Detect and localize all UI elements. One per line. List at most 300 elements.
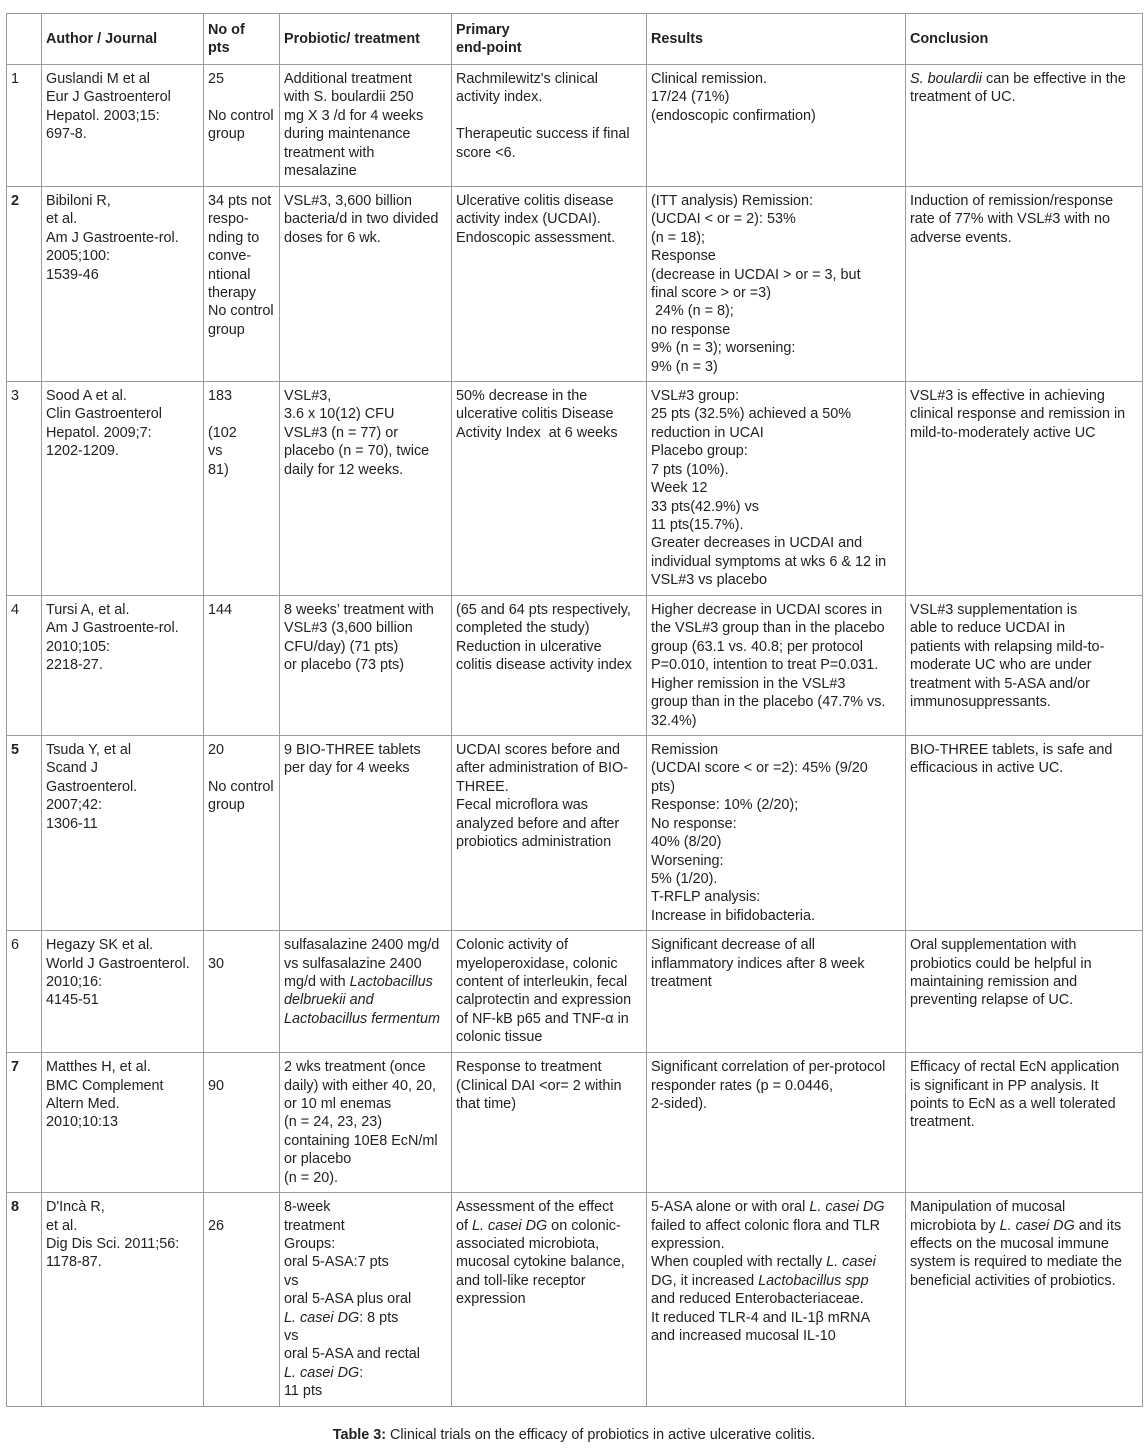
cell-line xyxy=(651,1077,902,1095)
cell-text: 9% (n = 3); worsening: xyxy=(651,340,796,357)
cell-line xyxy=(910,88,1139,106)
table-body xyxy=(7,65,1143,1407)
cell-line xyxy=(910,619,1139,637)
cell-text: 1202-1209. xyxy=(46,443,119,460)
cell-line xyxy=(651,387,902,405)
cell-line xyxy=(456,778,643,796)
cell-line xyxy=(651,424,902,442)
cell-text: T-RFLP analysis: xyxy=(651,889,761,906)
cell-line xyxy=(651,107,902,125)
cell-text: 17/24 (71%) xyxy=(651,89,730,106)
primary-end-point-cell xyxy=(452,1053,647,1193)
cell-line xyxy=(456,936,643,954)
cell-text: 2-sided). xyxy=(651,1095,707,1112)
cell-text: (102 xyxy=(208,424,237,441)
cell-line xyxy=(208,387,276,405)
author-journal-header xyxy=(42,14,204,65)
cell-text: Tsuda Y, et al xyxy=(46,742,132,759)
primary-end-point-cell xyxy=(452,736,647,931)
cell-text: points to EcN as a well tolerated xyxy=(910,1095,1116,1112)
cell-text: D'Incà R, xyxy=(46,1199,105,1216)
results-cell xyxy=(647,596,906,736)
cell-line xyxy=(284,405,448,423)
cell-text: content of interleukin, fecal xyxy=(456,973,628,990)
cell-text: conve- xyxy=(208,248,252,265)
cell-line xyxy=(46,1113,200,1131)
cell-text: myeloperoxidase, colonic xyxy=(456,955,618,972)
header-line: Results xyxy=(651,30,703,47)
cell-text: 25 pts (32.5%) achieved a 50% xyxy=(651,406,851,423)
cell-text: group xyxy=(208,321,245,338)
author-journal-cell xyxy=(42,382,204,596)
cell-text: of xyxy=(456,1217,472,1234)
cell-text: 144 xyxy=(208,602,233,619)
cell-line xyxy=(208,210,276,228)
cell-text: Scand J xyxy=(46,760,98,777)
results-cell xyxy=(647,1053,906,1193)
cell-text: the VSL#3 group than in the placebo xyxy=(651,620,885,637)
cell-line xyxy=(284,1150,448,1168)
cell-text: 34 pts not xyxy=(208,193,272,209)
row-number-cell: 8 xyxy=(7,1193,42,1407)
header-line: No of xyxy=(208,21,245,38)
author-journal-cell xyxy=(42,596,204,736)
header-line: Conclusion xyxy=(910,30,989,47)
cell-line xyxy=(208,284,276,302)
cell-line xyxy=(284,1132,448,1150)
cell-line xyxy=(910,192,1139,210)
cell-line xyxy=(651,88,902,106)
cell-line xyxy=(910,70,1139,88)
cell-text: 20 xyxy=(208,742,225,759)
cell-line xyxy=(651,461,902,479)
cell-line xyxy=(910,1253,1139,1271)
cell-line xyxy=(456,741,643,759)
cell-text: 8-week xyxy=(284,1199,331,1216)
cell-text: Hepatol. 2003;15: xyxy=(46,107,160,124)
cell-text: 2218-27. xyxy=(46,657,103,674)
cell-text: Therapeutic success if final xyxy=(456,126,630,143)
conclusion-cell xyxy=(906,187,1143,382)
cell-line xyxy=(910,387,1139,405)
cell-text: calprotectin and expression xyxy=(456,992,632,1009)
table-row xyxy=(7,596,1143,736)
probiotic-treatment-cell xyxy=(280,1053,452,1193)
cell-text: maintaining remission and xyxy=(910,973,1078,990)
cell-line xyxy=(284,1113,448,1131)
cell-text: Groups: xyxy=(284,1235,336,1252)
cell-line xyxy=(208,1198,276,1216)
cell-line xyxy=(208,1077,276,1095)
cell-line xyxy=(456,144,643,162)
cell-text: (n = 24, 23, 23) xyxy=(284,1114,383,1131)
cell-line xyxy=(651,778,902,796)
cell-line xyxy=(284,424,448,442)
cell-line xyxy=(284,638,448,656)
cell-line xyxy=(284,991,448,1009)
cell-line xyxy=(284,1169,448,1187)
cell-text: mg/d with xyxy=(284,973,350,990)
no-of-pts-cell xyxy=(204,1193,280,1407)
cell-line xyxy=(910,229,1139,247)
header-line: Probiotic/ treatment xyxy=(284,30,420,47)
cell-text: 2 wks treatment (once xyxy=(284,1059,426,1076)
cell-line xyxy=(208,88,276,106)
cell-line xyxy=(284,1010,448,1028)
cell-text: vs xyxy=(284,1272,299,1289)
conclusion-cell xyxy=(906,736,1143,931)
cell-text: It reduced TLR-4 and IL-1β mRNA xyxy=(651,1309,871,1326)
cell-text: Placebo group: xyxy=(651,443,748,460)
cell-line xyxy=(208,266,276,284)
cell-line xyxy=(284,461,448,479)
cell-text: that time) xyxy=(456,1095,516,1112)
cell-line xyxy=(910,991,1139,1009)
cell-text: placebo (n = 70), twice xyxy=(284,443,430,460)
cell-text: Rachmilewitz's clinical xyxy=(456,71,598,87)
cell-line xyxy=(46,424,200,442)
cell-text: 697-8. xyxy=(46,126,87,143)
cell-text: Induction of remission/response xyxy=(910,193,1114,209)
conclusion-cell xyxy=(906,65,1143,187)
italic-text: Lactobacillus xyxy=(349,973,433,990)
cell-line xyxy=(651,70,902,88)
cell-line xyxy=(46,192,200,210)
cell-text: colonic tissue xyxy=(456,1029,543,1046)
cell-line xyxy=(651,741,902,759)
table-row xyxy=(7,1193,1143,1407)
cell-line xyxy=(284,229,448,247)
cell-line xyxy=(456,210,643,228)
cell-text: (UCDAI < or = 2): 53% xyxy=(651,211,796,228)
cell-text: daily) with either 40, 20, xyxy=(284,1077,436,1094)
conclusion-cell xyxy=(906,931,1143,1053)
results-cell xyxy=(647,736,906,931)
cell-line xyxy=(284,1217,448,1235)
cell-text: expression xyxy=(456,1291,526,1308)
cell-text: (65 and 64 pts respectively, xyxy=(456,602,631,619)
conclusion-cell xyxy=(906,382,1143,596)
primary-end-point-cell xyxy=(452,1193,647,1407)
cell-line xyxy=(46,1217,200,1235)
table-row xyxy=(7,931,1143,1053)
cell-line xyxy=(456,1235,643,1253)
cell-text: 1306-11 xyxy=(46,815,98,832)
cell-text: treatment of UC. xyxy=(910,89,1016,106)
cell-text: Clin Gastroenterol xyxy=(46,406,162,423)
conclusion-cell xyxy=(906,1053,1143,1193)
cell-text: Manipulation of mucosal xyxy=(910,1199,1066,1216)
cell-line xyxy=(910,638,1139,656)
cell-text: et al. xyxy=(46,211,78,228)
cell-text: of NF-kB p65 and TNF-α in xyxy=(456,1010,629,1027)
probiotic-treatment-cell xyxy=(280,736,452,931)
cell-text: : xyxy=(359,1364,364,1381)
cell-text: 183 xyxy=(208,388,233,405)
results-header xyxy=(647,14,906,65)
cell-line xyxy=(208,229,276,247)
cell-text: No response: xyxy=(651,815,737,832)
cell-line xyxy=(651,973,902,991)
cell-text: P=0.010, intention to treat P=0.031. xyxy=(651,657,879,674)
cell-line xyxy=(651,302,902,320)
cell-text: Significant decrease of all xyxy=(651,937,815,954)
cell-text: Additional treatment xyxy=(284,71,412,87)
cell-text: Ulcerative colitis disease xyxy=(456,193,614,209)
cell-line xyxy=(910,656,1139,674)
cell-line xyxy=(46,936,200,954)
cell-text: activity index. xyxy=(456,89,543,106)
cell-text: 2010;105: xyxy=(46,638,111,655)
cell-line xyxy=(208,192,276,210)
cell-text: Guslandi M et al xyxy=(46,71,150,87)
cell-text: or 10 ml enemas xyxy=(284,1095,392,1112)
cell-line xyxy=(651,442,902,460)
cell-text: BMC Complement xyxy=(46,1077,164,1094)
cell-text: Fecal microflora was xyxy=(456,797,588,814)
cell-text: CFU/day) (71 pts) xyxy=(284,638,399,655)
cell-line xyxy=(651,229,902,247)
cell-text: immunosuppressants. xyxy=(910,694,1051,711)
cell-line xyxy=(651,1235,902,1253)
cell-line xyxy=(651,796,902,814)
cell-text: containing 10E8 EcN/ml xyxy=(284,1132,438,1149)
cell-text: Week 12 xyxy=(651,480,708,497)
cell-text: vs xyxy=(208,443,223,460)
cell-line xyxy=(651,693,902,711)
cell-line xyxy=(284,1095,448,1113)
cell-line xyxy=(651,907,902,925)
cell-line xyxy=(284,1327,448,1345)
no-of-pts-header xyxy=(204,14,280,65)
cell-text: 25 xyxy=(208,71,225,87)
header-line: Author / Journal xyxy=(46,30,158,47)
cell-line xyxy=(651,1272,902,1290)
cell-line xyxy=(284,619,448,637)
cell-line xyxy=(208,741,276,759)
cell-text: 9% (n = 3) xyxy=(651,358,718,375)
cell-line xyxy=(208,302,276,320)
cell-line xyxy=(456,955,643,973)
cell-text: microbiota by xyxy=(910,1217,1000,1234)
results-cell xyxy=(647,1193,906,1407)
row-number-cell: 4 xyxy=(7,596,42,736)
cell-text: on colonic- xyxy=(547,1217,621,1234)
italic-text: L. casei DG xyxy=(809,1199,885,1216)
cell-line xyxy=(456,796,643,814)
no-of-pts-cell xyxy=(204,65,280,187)
cell-text: activity index (UCDAI). xyxy=(456,211,601,228)
cell-line xyxy=(910,1272,1139,1290)
cell-line xyxy=(651,1327,902,1345)
cell-text: treatment xyxy=(651,973,712,990)
cell-text: VSL#3 supplementation is xyxy=(910,602,1078,619)
cell-line xyxy=(284,1272,448,1290)
cell-text: 1178-87. xyxy=(46,1254,102,1271)
cell-line xyxy=(208,796,276,814)
cell-text: Efficacy of rectal EcN application xyxy=(910,1059,1120,1076)
cell-text: 30 xyxy=(208,955,225,972)
cell-text: Significant correlation of per-protocol xyxy=(651,1059,886,1076)
cell-text: and reduced Enterobacteriaceae. xyxy=(651,1291,864,1308)
cell-line xyxy=(46,442,200,460)
cell-text: oral 5-ASA:7 pts xyxy=(284,1254,389,1271)
cell-text: VSL#3, xyxy=(284,388,332,405)
cell-line xyxy=(910,955,1139,973)
cell-text: system is required to mediate the xyxy=(910,1254,1122,1271)
cell-text: Clinical remission. xyxy=(651,71,767,87)
author-journal-cell xyxy=(42,931,204,1053)
cell-text: associated microbiota, xyxy=(456,1235,600,1252)
cell-text: 33 pts(42.9%) vs xyxy=(651,498,759,515)
cell-text: treatment. xyxy=(910,1114,975,1131)
cell-line xyxy=(284,107,448,125)
cell-line xyxy=(46,796,200,814)
cell-line xyxy=(208,107,276,125)
cell-text: sulfasalazine 2400 mg/d xyxy=(284,937,440,954)
cell-text: No control xyxy=(208,778,274,795)
cell-line xyxy=(284,1345,448,1363)
cell-text: 5% (1/20). xyxy=(651,870,718,887)
author-journal-cell xyxy=(42,65,204,187)
cell-text: No control xyxy=(208,107,274,124)
cell-line xyxy=(284,70,448,88)
cell-line xyxy=(284,955,448,973)
cell-line xyxy=(456,387,643,405)
cell-line xyxy=(651,1058,902,1076)
conclusion-header xyxy=(906,14,1143,65)
cell-line xyxy=(208,1217,276,1235)
cell-text: is significant in PP analysis. It xyxy=(910,1077,1099,1094)
cell-line xyxy=(284,656,448,674)
cell-text: group xyxy=(208,126,245,143)
cell-text: mg X 3 /d for 4 weeks xyxy=(284,107,424,124)
results-cell xyxy=(647,65,906,187)
italic-text: L. casei DG xyxy=(284,1364,360,1381)
cell-text: ntional xyxy=(208,266,251,283)
cell-line xyxy=(284,741,448,759)
probiotic-treatment-cell xyxy=(280,187,452,382)
cell-text: Increase in bifidobacteria. xyxy=(651,907,815,924)
cell-line xyxy=(46,815,200,833)
cell-text: group xyxy=(208,797,245,814)
cell-text: 50% decrease in the xyxy=(456,388,588,405)
cell-line xyxy=(46,107,200,125)
cell-line xyxy=(456,656,643,674)
cell-text: Am J Gastroente-rol. xyxy=(46,620,179,637)
cell-line xyxy=(46,638,200,656)
cell-line xyxy=(456,88,643,106)
cell-line xyxy=(651,870,902,888)
italic-text: L. casei DG xyxy=(999,1217,1075,1234)
cell-text: bacteria/d in two divided xyxy=(284,211,439,228)
cell-line xyxy=(910,1198,1139,1216)
cell-text: (Clinical DAI <or= 2 within xyxy=(456,1077,622,1094)
italic-text: delbruekii and xyxy=(284,992,374,1009)
cell-text: Sood A et al. xyxy=(46,388,127,405)
cell-text: can be effective in the xyxy=(982,71,1126,87)
cell-line xyxy=(456,1198,643,1216)
no-of-pts-cell xyxy=(204,596,280,736)
cell-text: VSL#3, 3,600 billion xyxy=(284,193,413,209)
cell-line xyxy=(456,1077,643,1095)
cell-line xyxy=(46,405,200,423)
cell-text: analyzed before and after xyxy=(456,815,620,832)
cell-line xyxy=(46,229,200,247)
cell-text: (decrease in UCDAI > or = 3, but xyxy=(651,266,861,283)
cell-text: probiotics could be helpful in xyxy=(910,955,1092,972)
cell-line xyxy=(651,1309,902,1327)
cell-line xyxy=(284,162,448,180)
cell-line xyxy=(208,601,276,619)
probiotic-treatment-cell xyxy=(280,931,452,1053)
cell-line xyxy=(284,1235,448,1253)
cell-line xyxy=(456,815,643,833)
no-of-pts-cell xyxy=(204,1053,280,1193)
cell-text: completed the study) xyxy=(456,620,590,637)
cell-line xyxy=(456,973,643,991)
cell-line xyxy=(208,442,276,460)
cell-text: World J Gastroenterol. xyxy=(46,955,190,972)
cell-line xyxy=(456,424,643,442)
cell-text: daily for 12 weeks. xyxy=(284,461,404,478)
no-of-pts-cell xyxy=(204,382,280,596)
cell-line xyxy=(208,461,276,479)
cell-line xyxy=(651,955,902,973)
table-row xyxy=(7,736,1143,931)
cell-line xyxy=(456,601,643,619)
primary-end-point-cell xyxy=(452,931,647,1053)
cell-text: mesalazine xyxy=(284,163,357,180)
table-row xyxy=(7,65,1143,187)
cell-line xyxy=(651,321,902,339)
cell-line xyxy=(456,1253,643,1271)
cell-line xyxy=(46,1058,200,1076)
cell-line xyxy=(910,424,1139,442)
cell-text: group (63.1 vs. 40.8; per protocol xyxy=(651,638,863,655)
caption-label: Table 3: xyxy=(332,1427,387,1443)
probiotic-treatment-cell xyxy=(280,382,452,596)
italic-text: Lactobacillus fermentum xyxy=(284,1010,440,1027)
cell-text: No control xyxy=(208,303,274,320)
cell-line xyxy=(284,1198,448,1216)
cell-text: VSL#3 (n = 77) or xyxy=(284,424,398,441)
cell-line xyxy=(456,759,643,777)
cell-text: Worsening: xyxy=(651,852,724,869)
cell-line xyxy=(651,516,902,534)
cell-line xyxy=(651,498,902,516)
cell-line xyxy=(456,107,643,125)
cell-line xyxy=(46,1077,200,1095)
no-of-pts-cell xyxy=(204,187,280,382)
cell-text: Am J Gastroente-rol. xyxy=(46,229,179,246)
cell-line xyxy=(46,1095,200,1113)
cell-text: 81) xyxy=(208,461,229,478)
cell-text: 8 weeks’ treatment with xyxy=(284,602,434,619)
cell-text: UCDAI scores before and xyxy=(456,742,620,759)
author-journal-cell xyxy=(42,1193,204,1407)
table-header-row xyxy=(7,14,1143,65)
cell-line xyxy=(208,405,276,423)
cell-line xyxy=(456,1095,643,1113)
cell-line xyxy=(910,973,1139,991)
cell-text: vs sulfasalazine 2400 xyxy=(284,955,422,972)
cell-line xyxy=(456,70,643,88)
cell-line xyxy=(651,888,902,906)
cell-line xyxy=(910,759,1139,777)
cell-line xyxy=(46,601,200,619)
cell-line xyxy=(456,638,643,656)
